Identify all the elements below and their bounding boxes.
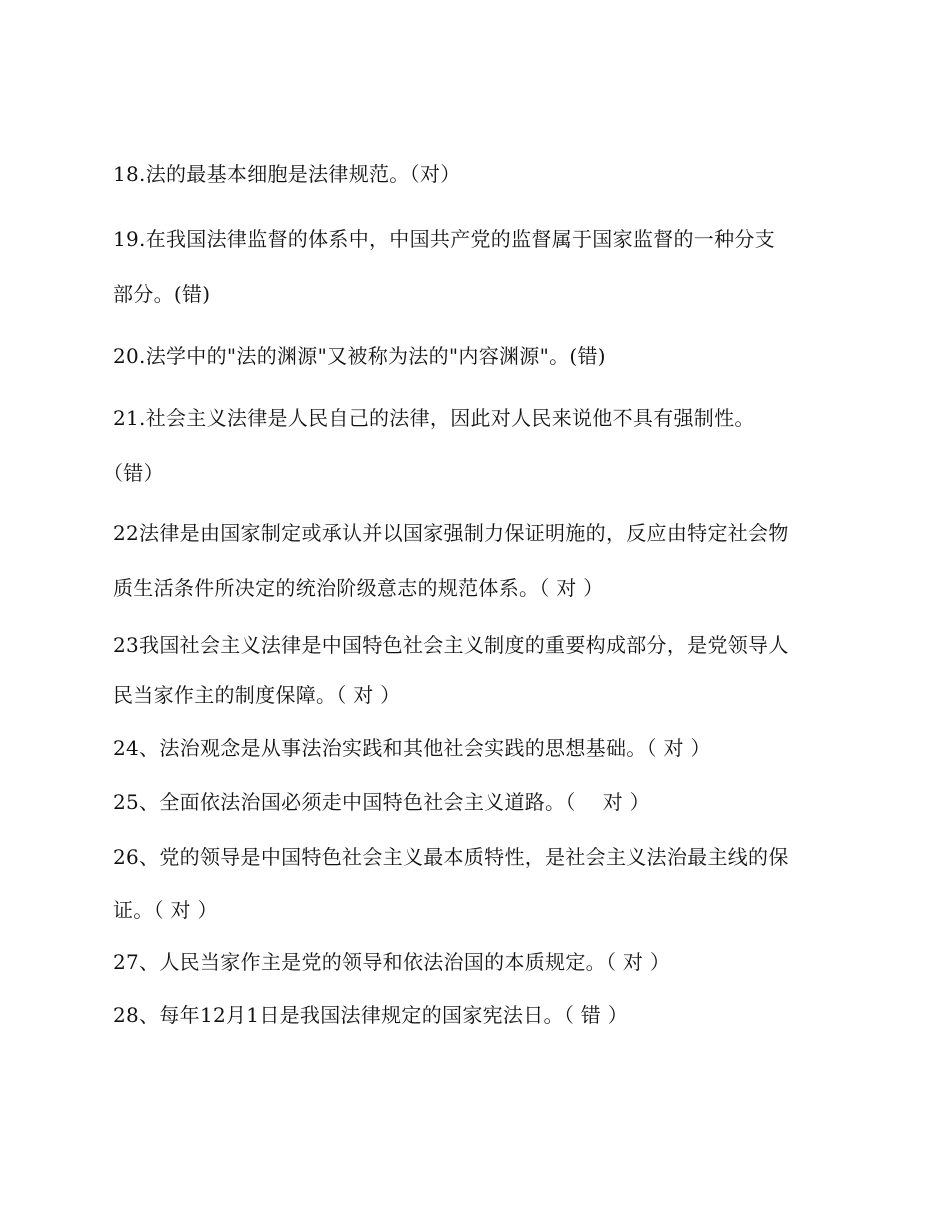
question-22-line-2: 质生活条件所决定的统治阶级意志的规范体系。（ 对 ） <box>113 576 604 600</box>
question-21-line-2: （错） <box>103 461 164 485</box>
question-27: 27、人民当家作主是党的领导和依法治国的本质规定。（ 对 ） <box>113 950 671 974</box>
question-23-line-2: 民当家作主的制度保障。（ 对 ） <box>113 683 401 707</box>
question-24: 24、法治观念是从事法治实践和其他社会实践的思想基础。（ 对 ） <box>113 736 711 760</box>
question-28: 28、每年12月1日是我国法律规定的国家宪法日。（ 错 ） <box>113 1003 629 1027</box>
question-19-line-1: 19.在我国法律监督的体系中，中国共产党的监督属于国家监督的一种分支 <box>113 227 776 251</box>
question-22-line-1: 22法律是由国家制定或承认并以国家强制力保证明施的，反应由特定社会物 <box>113 521 789 545</box>
question-25: 25、全面依法治国必须走中国特色社会主义道路。（ 对 ） <box>113 790 650 814</box>
question-26-line-2: 证。（ 对 ） <box>113 898 218 922</box>
question-26-line-1: 26、党的领导是中国特色社会主义最本质特性，是社会主义法治最主线的保 <box>113 845 789 869</box>
question-21-line-1: 21.社会主义法律是人民自己的法律，因此对人民来说他不具有强制性。 <box>113 406 755 430</box>
question-19-line-2: 部分。(错) <box>113 282 211 306</box>
question-23-line-1: 23我国社会主义法律是中国特色社会主义制度的重要构成部分，是党领导人 <box>113 633 789 657</box>
question-18: 18.法的最基本细胞是法律规范。（对） <box>113 162 461 186</box>
question-20: 20.法学中的"法的渊源"又被称为法的"内容渊源"。(错) <box>113 344 606 368</box>
